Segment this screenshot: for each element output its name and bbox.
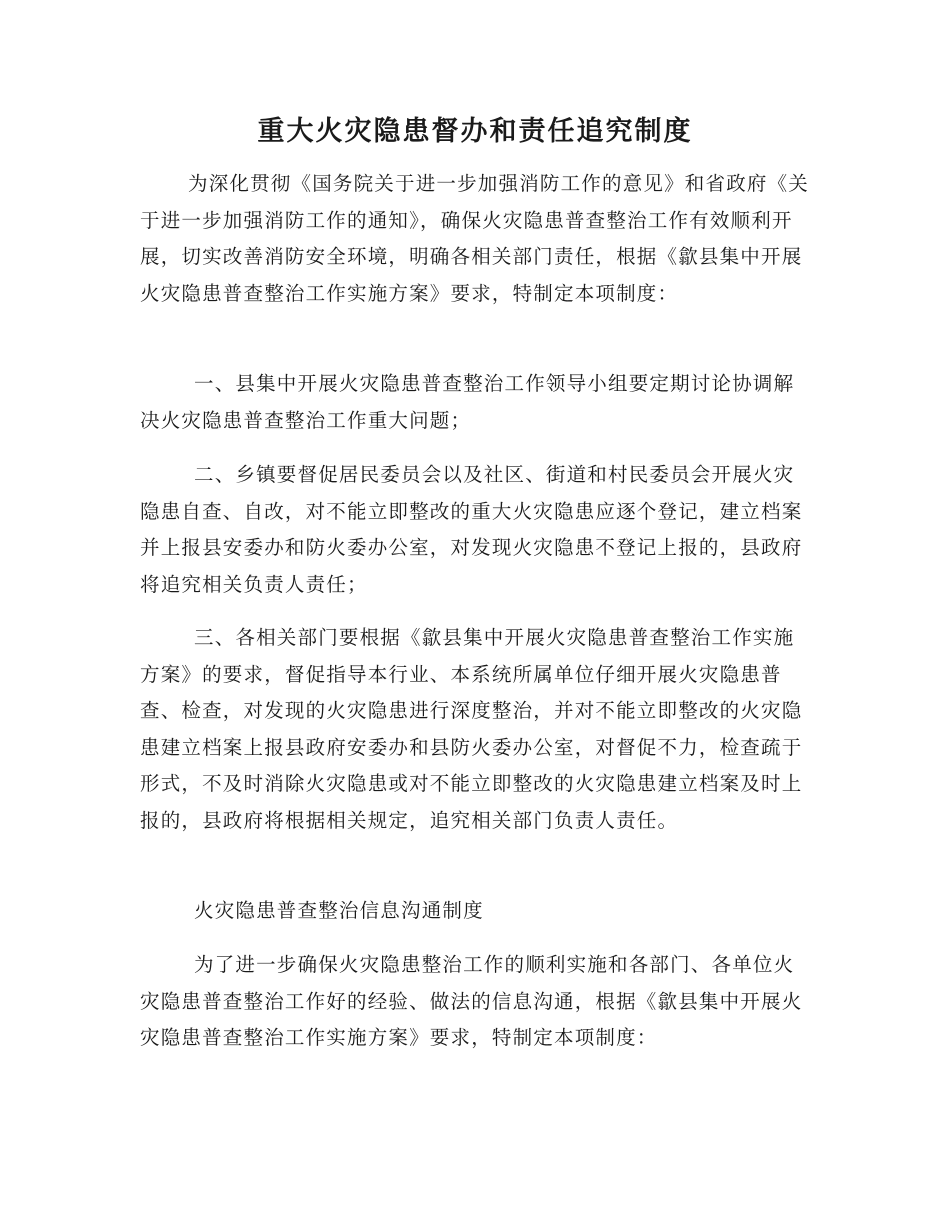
section-subheading: 火灾隐患普查整治信息沟通制度 (194, 899, 484, 922)
clause-one-paragraph: 一、县集中开展火灾隐患普查整治工作领导小组要定期讨论协调解决火灾隐患普查整治工作重大问题； (140, 372, 795, 432)
clause-three-paragraph: 三、各相关部门要根据《歙县集中开展火灾隐患普查整治工作实施方案》的要求，督促指导本行业、本系统所属单位仔细开展火灾隐患普查、检查，对发现的火灾隐患进行深度整治，并对不能立即整改的火灾隐患建立档案上报县政府安委办和县防火委办公室，对督促不力，检查疏于形式，不及时消除火灾隐患或对不能立即整改的火灾隐患建立档案及时上报的，县政府将根据相关规定，追究相关部门负责人责任。 (140, 626, 803, 832)
intro-paragraph: 为深化贯彻《国务院关于进一步加强消防工作的意见》和省政府《关于进一步加强消防工作的通知》，确保火灾隐患普查整治工作有效顺利开展，切实改善消防安全环境，明确各相关部门责任，根据《歙县集中开展火灾隐患普查整治工作实施方案》要求，特制定本项制度： (140, 172, 810, 305)
second-intro-paragraph: 为了进一步确保火灾隐患整治工作的顺利实施和各部门、各单位火灾隐患普查整治工作好的经验、做法的信息沟通，根据《歙县集中开展火灾隐患普查整治工作实施方案》要求，特制定本项制度： (140, 953, 803, 1049)
document-title: 重大火灾隐患督办和责任追究制度 (257, 116, 693, 147)
clause-two-paragraph: 二、乡镇要督促居民委员会以及社区、街道和村民委员会开展火灾隐患自查、自改，对不能立即整改的重大火灾隐患应逐个登记，建立档案并上报县安委办和防火委办公室，对发现火灾隐患不登记上报的，县政府将追究相关负责人责任； (140, 463, 803, 596)
